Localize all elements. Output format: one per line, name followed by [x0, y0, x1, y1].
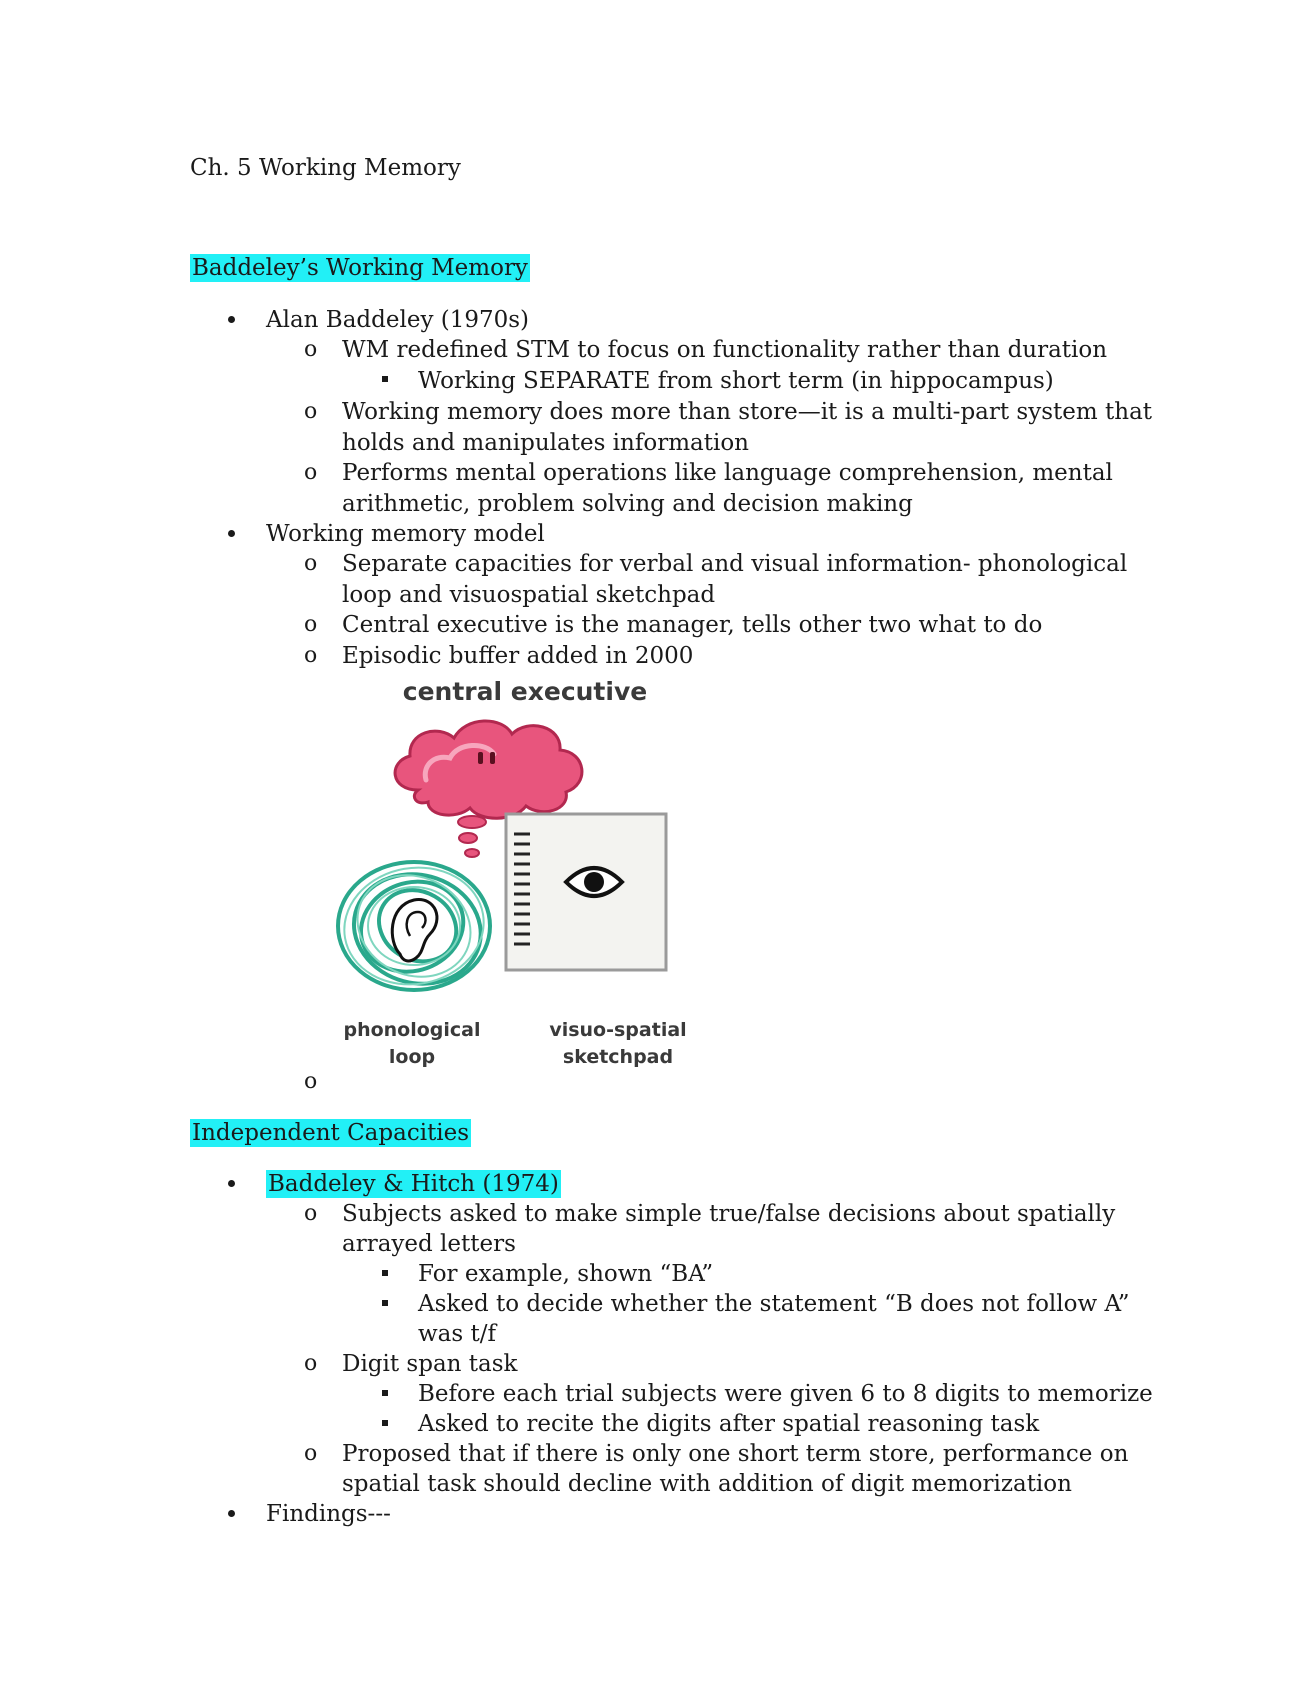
- bullet-circle: o: [304, 1351, 318, 1376]
- list-item: Before each trial subjects were given 6 to 8 digits to memorize: [418, 1381, 1153, 1407]
- list-item-continuation: arrayed letters: [342, 1231, 516, 1257]
- bullet-circle: o: [304, 460, 318, 485]
- bullet-disc: [228, 530, 235, 537]
- list-item: Findings---: [266, 1501, 391, 1527]
- ear-spiral-icon: [335, 857, 493, 998]
- bullet-square: [382, 1390, 388, 1396]
- bullet-disc: [228, 316, 235, 323]
- list-item: Proposed that if there is only one short term store, performance on: [342, 1441, 1129, 1467]
- bullet-square: [382, 1300, 388, 1306]
- list-item: Subjects asked to make simple true/false decisions about spatially: [342, 1201, 1116, 1227]
- document-title: Ch. 5 Working Memory: [190, 155, 461, 181]
- eye-sketchpad-icon: [506, 814, 666, 970]
- list-item: [266, 1169, 561, 1199]
- bullet-circle: o: [304, 399, 318, 424]
- bullet-circle: o: [304, 551, 318, 576]
- list-item: WM redefined STM to focus on functionality rather than duration: [342, 337, 1108, 363]
- section-heading-independent: [190, 1118, 471, 1148]
- phonological-loop-label: [332, 1017, 492, 1071]
- list-item: Digit span task: [342, 1351, 518, 1377]
- list-item: Asked to recite the digits after spatial reasoning task: [418, 1411, 1040, 1437]
- label-line: loop: [388, 1046, 436, 1068]
- highlight: Baddeley & Hitch (1974): [268, 1171, 559, 1197]
- list-item: Central executive is the manager, tells other two what to do: [342, 612, 1043, 638]
- section-heading-baddeley: [190, 253, 530, 283]
- bullet-circle: o: [304, 337, 318, 362]
- list-item-continuation: holds and manipulates information: [342, 430, 749, 456]
- list-item: Asked to decide whether the statement “B does not follow A”: [418, 1291, 1130, 1317]
- bullet-circle: o: [304, 1069, 318, 1094]
- list-item-continuation: spatial task should decline with addition of digit memorization: [342, 1471, 1072, 1497]
- list-item: Working SEPARATE from short term (in hippocampus): [418, 368, 1054, 394]
- visuo-spatial-sketchpad-label: [528, 1017, 708, 1071]
- label-line: visuo-spatial: [549, 1019, 687, 1041]
- list-item: Working memory does more than store—it is a multi-part system that: [342, 399, 1153, 425]
- highlight: Baddeley’s Working Memory: [192, 255, 528, 281]
- central-executive-label: central executive: [402, 677, 648, 706]
- bullet-circle: o: [304, 643, 318, 668]
- bullet-square: [382, 376, 388, 382]
- bullet-disc: [228, 1510, 235, 1517]
- list-item-continuation: was t/f: [418, 1321, 497, 1347]
- list-item-continuation: arithmetic, problem solving and decision making: [342, 491, 913, 517]
- list-item: Episodic buffer added in 2000: [342, 643, 694, 669]
- highlight: Independent Capacities: [192, 1120, 470, 1146]
- list-item-continuation: loop and visuospatial sketchpad: [342, 582, 716, 608]
- list-item: Alan Baddeley (1970s): [266, 307, 530, 333]
- working-memory-diagram: [330, 710, 710, 1050]
- label-line: sketchpad: [562, 1046, 674, 1068]
- label-line: phonological: [343, 1019, 481, 1041]
- bullet-square: [382, 1420, 388, 1426]
- bullet-circle: o: [304, 612, 318, 637]
- list-item: Working memory model: [266, 521, 545, 547]
- list-item: For example, shown “BA”: [418, 1261, 714, 1287]
- bullet-circle: o: [304, 1441, 318, 1466]
- bullet-disc: [228, 1180, 235, 1187]
- list-item: Performs mental operations like language comprehension, mental: [342, 460, 1113, 486]
- bullet-circle: o: [304, 1201, 318, 1226]
- list-item: Separate capacities for verbal and visual information- phonological: [342, 551, 1128, 577]
- bullet-square: [382, 1270, 388, 1276]
